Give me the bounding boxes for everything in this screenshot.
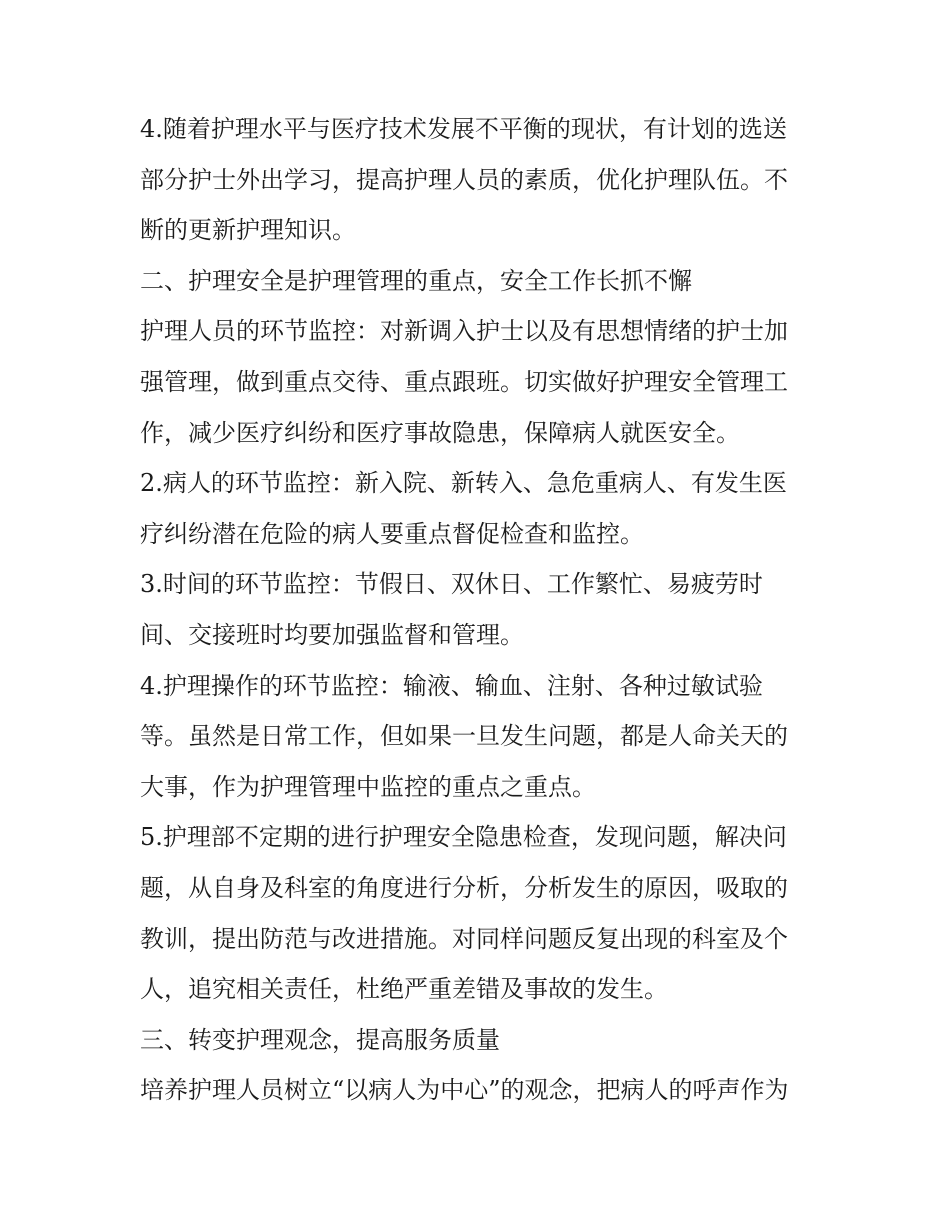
text-line: 4.随着护理水平与医疗技术发展不平衡的现状，有计划的选送 [140,115,787,143]
text-line: 2.病人的环节监控：新入院、新转入、急危重病人、有发生医 [140,469,787,498]
text-line: 作，减少医疗纠纷和医疗事故隐患，保障病人就医安全。 [140,418,740,447]
text-line: 教训，提出防范与改进措施。对同样问题反复出现的科室及个 [140,924,788,953]
text-line: 4.护理操作的环节监控：输液、输血、注射、各种过敏试验 [140,671,763,700]
section-heading: 二、护理安全是护理管理的重点，安全工作长抓不懈 [140,266,692,295]
text-line: 护理人员的环节监控：对新调入护士以及有思想情绪的护士加 [140,317,788,346]
text-line: 强管理，做到重点交待、重点跟班。切实做好护理安全管理工 [140,367,788,396]
text-line: 等。虽然是日常工作，但如果一旦发生问题，都是人命关天的 [140,722,788,751]
section-heading: 三、转变护理观念，提高服务质量 [140,1025,500,1054]
text-line: 断的更新护理知识。 [140,216,356,245]
text-line: 3.时间的环节监控：节假日、双休日、工作繁忙、易疲劳时 [140,570,763,599]
document-body [140,104,820,1116]
text-line: 培养护理人员树立“以病人为中心”的观念，把病人的呼声作为 [140,1076,789,1105]
text-line: 部分护士外出学习，提高护理人员的素质，优化护理队伍。不 [140,165,788,194]
text-line: 大事，作为护理管理中监控的重点之重点。 [140,772,596,801]
text-line: 题，从自身及科室的角度进行分析，分析发生的原因，吸取的 [140,873,788,902]
text-line: 间、交接班时均要加强监督和管理。 [140,620,524,649]
text-line: 5.护理部不定期的进行护理安全隐患检查，发现问题，解决问 [140,823,787,852]
text-line: 人，追究相关责任，杜绝严重差错及事故的发生。 [140,975,668,1004]
text-line: 疗纠纷潜在危险的病人要重点督促检查和监控。 [140,519,644,548]
